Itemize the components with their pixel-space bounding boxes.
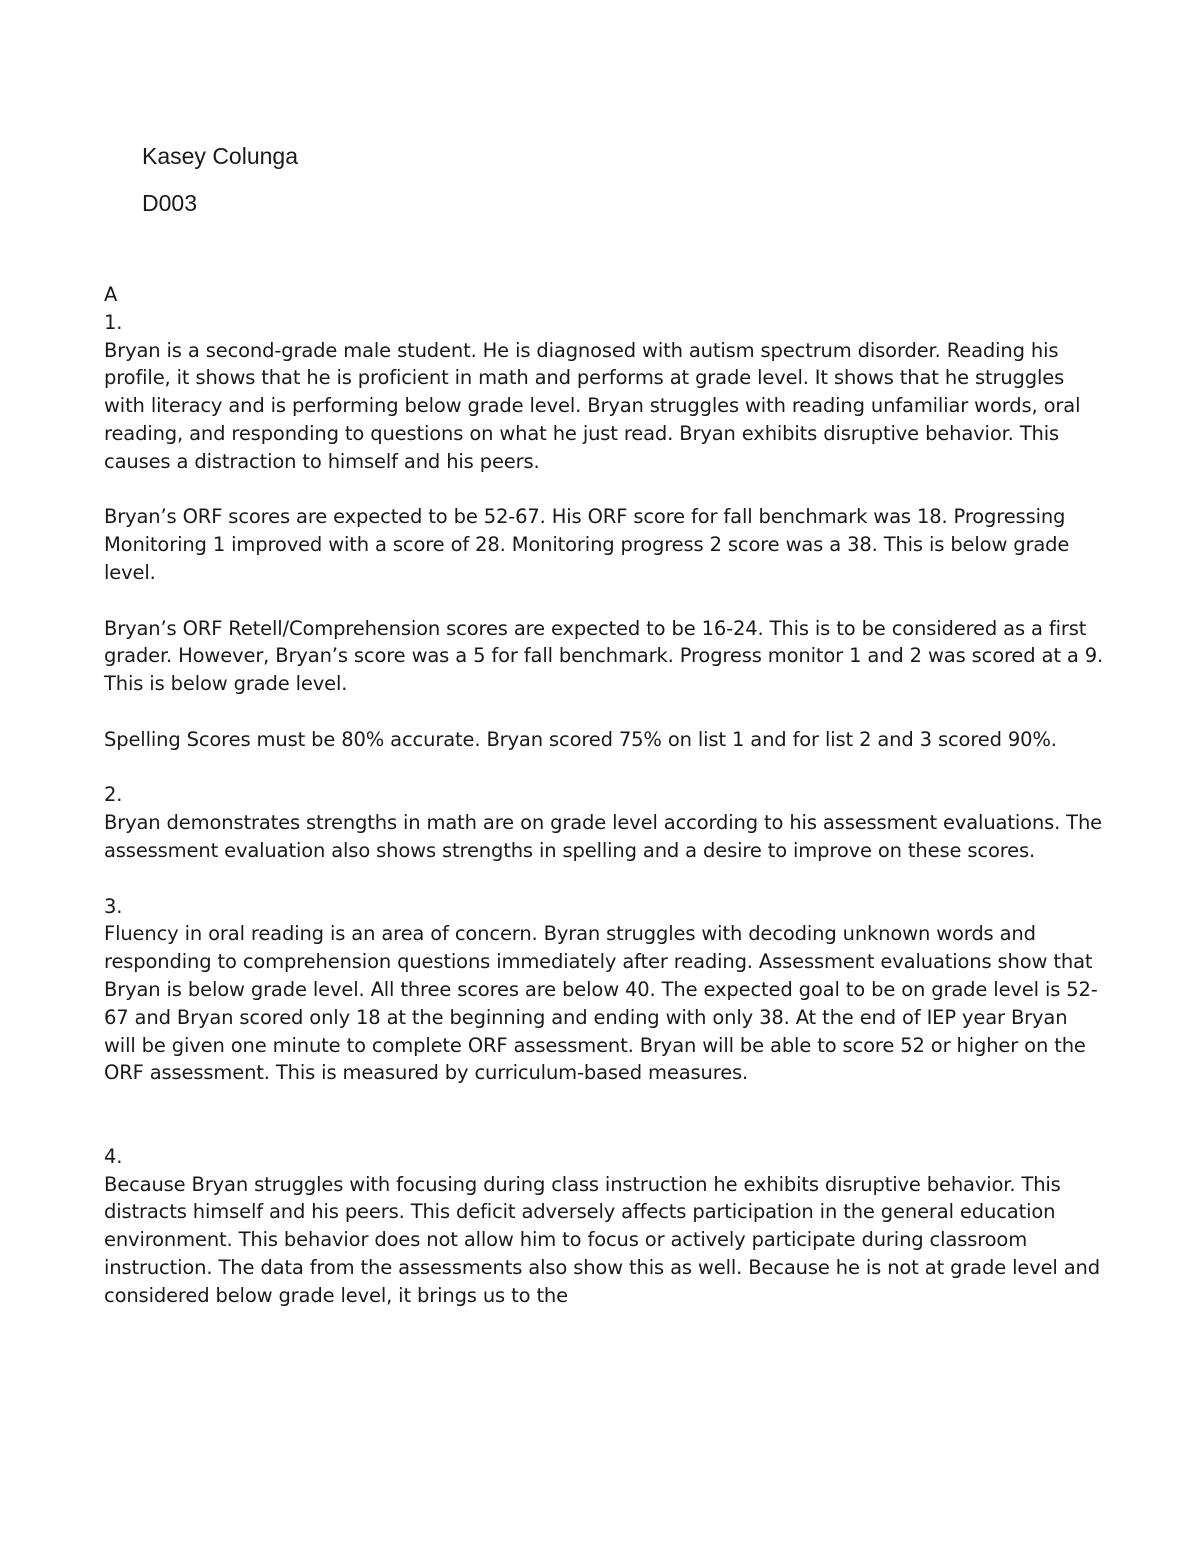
item-number-1: 1. [104,310,123,334]
section-label: A [104,283,118,306]
item-number-2: 2. [104,783,123,807]
item-1-paragraph-4: Spelling Scores must be 80% accurate. Bryan scored 75% on list 1 and for list 2 and 3 scored 90%. [104,727,1057,751]
item-2-paragraph-1: Bryan demonstrates strengths in math are on grade level according to his assessment evaluations. The assessment evaluation also shows strengths in spelling and a desire to improve on these scores. [104,811,1103,862]
item-1-paragraph-1: Bryan is a second-grade male student. He is diagnosed with autism spectrum disorder. Reading his profile, it shows that he is proficient in math and performs at grade level. It shows that he struggles with literacy and is performing below grade level. Bryan struggles with reading unfamiliar words, oral reading, and responding to questions on what he just read. Bryan exhibits disruptive behavior. This causes a distraction to himself and his peers. [104,338,1081,473]
course-code: D003 [142,190,197,216]
item-number-4: 4. [104,1144,123,1168]
item-4-paragraph-1: Because Bryan struggles with focusing during class instruction he exhibits disruptive behavior. This distracts himself and his peers. This deficit adversely affects participation in the general education environment. This behavior does not allow him to focus or actively participate during classroom instruction. The data from the assessments also show this as well. Because he is not at grade level and considered below grade level, it brings us to the [104,1172,1100,1307]
item-number-3: 3. [104,894,123,918]
item-1-paragraph-2: Bryan’s ORF scores are expected to be 52-67. His ORF score for fall benchmark was 18. Progressing Monitoring 1 improved with a score of 28. Monitoring progress 2 score was a 38. This is below grade level. [104,505,1070,584]
document-body [104,281,1104,1309]
item-3-paragraph-1: Fluency in oral reading is an area of concern. Byran struggles with decoding unknown words and responding to comprehension questions immediately after reading. Assessment evaluations show that Bryan is below grade level. All three scores are below 40. The expected goal to be on grade level is 52-67 and Bryan scored only 18 at the beginning and ending with only 38. At the end of IEP year Bryan will be given one minute to complete ORF assessment. Bryan will be able to score 52 or higher on the ORF assessment. This is measured by curriculum-based measures. [104,922,1098,1085]
author-name: Kasey Colunga [142,143,298,169]
item-1-paragraph-3: Bryan’s ORF Retell/Comprehension scores are expected to be 16-24. This is to be considered as a first grader. However, Bryan’s score was a 5 for fall benchmark. Progress monitor 1 and 2 was scored at a 9. This is below grade level. [104,616,1104,696]
